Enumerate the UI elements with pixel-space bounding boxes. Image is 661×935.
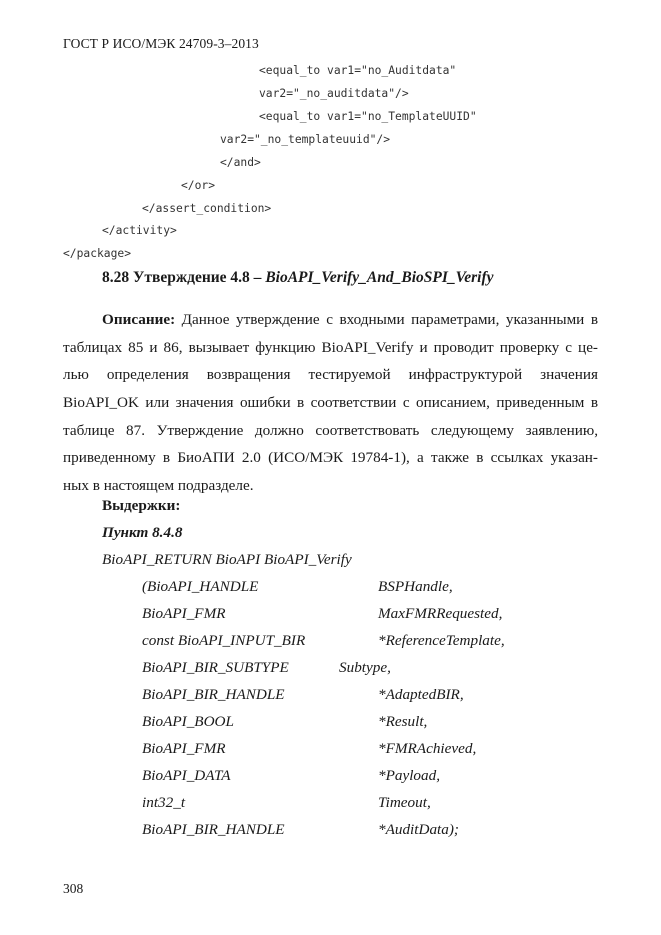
code-line: <equal_to var1="no_Auditdata" bbox=[259, 64, 457, 77]
code-line: var2="_no_auditdata"/> bbox=[259, 87, 409, 100]
param-name: *Payload, bbox=[378, 767, 441, 784]
paragraph-line: лью определения возвращения тестируемой инфраструктурой значения bbox=[63, 366, 598, 384]
clause-label: Пункт 8.4.8 bbox=[102, 524, 183, 541]
section-number-title: 8.28 Утверждение 4.8 – bbox=[102, 269, 266, 286]
param-name: MaxFMRRequested, bbox=[378, 605, 503, 622]
function-signature: BioAPI_RETURN BioAPI BioAPI_Verify bbox=[102, 551, 352, 568]
param-type: BioAPI_DATA bbox=[142, 767, 231, 784]
description-paragraph bbox=[63, 306, 598, 500]
param-type: BioAPI_FMR bbox=[142, 605, 226, 622]
param-name: *AdaptedBIR, bbox=[378, 686, 464, 703]
param-name: BSPHandle, bbox=[378, 578, 453, 595]
param-name: Timeout, bbox=[378, 794, 431, 811]
paragraph-line: Описание: Данное утверждение с входными параметрами, указанными в bbox=[102, 311, 598, 328]
param-type: BioAPI_BIR_HANDLE bbox=[142, 686, 285, 703]
paragraph-line: ных в настоящем подразделе. bbox=[63, 477, 254, 495]
param-type: BioAPI_FMR bbox=[142, 740, 226, 757]
param-name: *ReferenceTemplate, bbox=[378, 632, 505, 649]
code-line: </activity> bbox=[102, 224, 177, 237]
param-type: BioAPI_BOOL bbox=[142, 713, 234, 730]
code-line: </or> bbox=[181, 179, 216, 192]
code-line: </package> bbox=[63, 247, 132, 260]
excerpts-label: Выдержки: bbox=[102, 497, 181, 514]
param-name: Subtype, bbox=[339, 659, 391, 676]
code-line: var2="_no_templateuuid"/> bbox=[220, 133, 391, 146]
paragraph-line: приведенному в БиоАПИ 2.0 (ИСО/МЭК 19784-1), а также в ссылках указан- bbox=[63, 449, 598, 467]
paragraph-line: таблице 87. Утверждение должно соответствовать следующему заявлению, bbox=[63, 421, 598, 439]
code-line: <equal_to var1="no_TemplateUUID" bbox=[259, 110, 477, 123]
param-type: const BioAPI_INPUT_BIR bbox=[142, 632, 306, 649]
param-name: *AuditData); bbox=[378, 821, 459, 838]
section-title-italic: BioAPI_Verify_And_BioSPI_Verify bbox=[265, 269, 494, 286]
param-type: BioAPI_BIR_SUBTYPE bbox=[142, 659, 289, 676]
param-name: *Result, bbox=[378, 713, 428, 730]
paragraph-line: BioAPI_OK или значения ошибки в соответствии с описанием, приведенным в bbox=[63, 394, 598, 412]
code-line: </and> bbox=[220, 156, 261, 169]
param-name: *FMRAchieved, bbox=[378, 740, 477, 757]
section-heading bbox=[102, 269, 494, 287]
code-line: </assert_condition> bbox=[142, 202, 272, 215]
param-type: int32_t bbox=[142, 794, 186, 811]
param-type: BioAPI_BIR_HANDLE bbox=[142, 821, 285, 838]
description-label: Описание: bbox=[102, 311, 176, 328]
paragraph-line: таблицах 85 и 86, вызывает функцию BioAPI_Verify и проводит проверку с це- bbox=[63, 338, 598, 356]
running-header: ГОСТ Р ИСО/МЭК 24709-3–2013 bbox=[63, 36, 259, 51]
param-type: (BioAPI_HANDLE bbox=[142, 578, 259, 595]
page-number: 308 bbox=[63, 881, 84, 896]
